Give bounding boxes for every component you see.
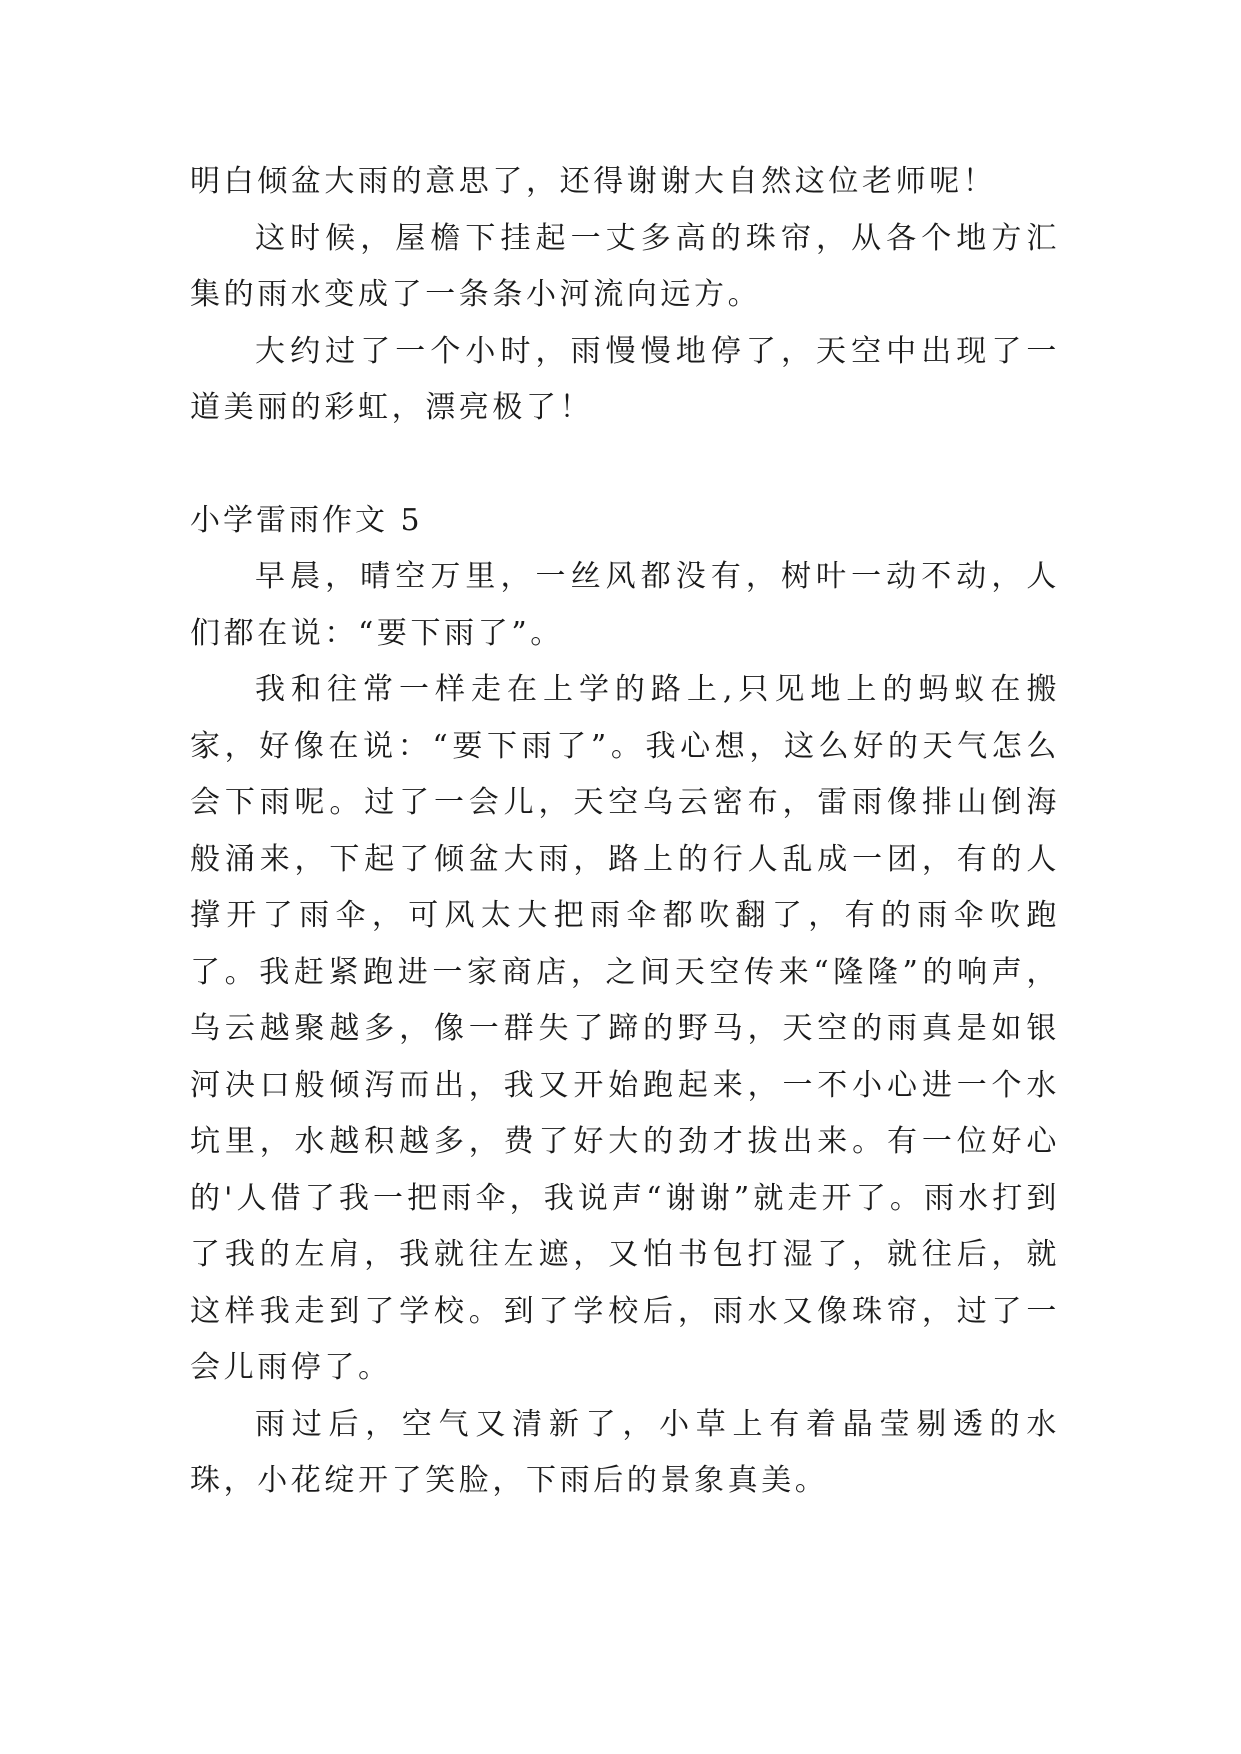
paragraph: 早晨，晴空万里，一丝风都没有，树叶一动不动，人们都在说：“要下雨了”。 [190,559,1060,651]
paragraph: 我和往常一样走在上学的路上,只见地上的蚂蚁在搬家，好像在说：“要下雨了”。我心想，这么好的天气怎么会下雨呢。过了一会儿，天空乌云密布，雷雨像排山倒海般涌来，下起了倾盆大雨，路上的行人乱成一团，有的人撑开了雨伞，可风太大把雨伞都吹翻了，有的雨伞吹跑了。我赶紧跑进一家商店，之间天空传来“隆隆”的响声，乌云越聚越多，像一群失了蹄的野马，天空的雨真是如银河决口般倾泻而出，我又开始跑起来，一不小心进一个水坑里，水越积越多，费了好大的劲才拔出来。有一位好心的'人借了我一把雨伞，我说声“谢谢”就走开了。雨水打到了我的左肩，我就往左遮，又怕书包打湿了，就往后，就这样我走到了学校。到了学校后，雨水又像珠帘，过了一会儿雨停了。 [190,672,1060,1385]
section-title: 小学雷雨作文 5 [190,502,423,538]
paragraph: 这时候，屋檐下挂起一丈多高的珠帘，从各个地方汇集的雨水变成了一条条小河流向远方。 [190,220,1060,312]
document-body [190,154,1060,1510]
paragraph-continued: 明白倾盆大雨的意思了，还得谢谢大自然这位老师呢！ [190,164,997,199]
paragraph: 大约过了一个小时，雨慢慢地停了，天空中出现了一道美丽的彩虹，漂亮极了！ [190,333,1060,425]
paragraph: 雨过后，空气又清新了，小草上有着晶莹剔透的水珠，小花绽开了笑脸，下雨后的景象真美。 [190,1406,1060,1498]
